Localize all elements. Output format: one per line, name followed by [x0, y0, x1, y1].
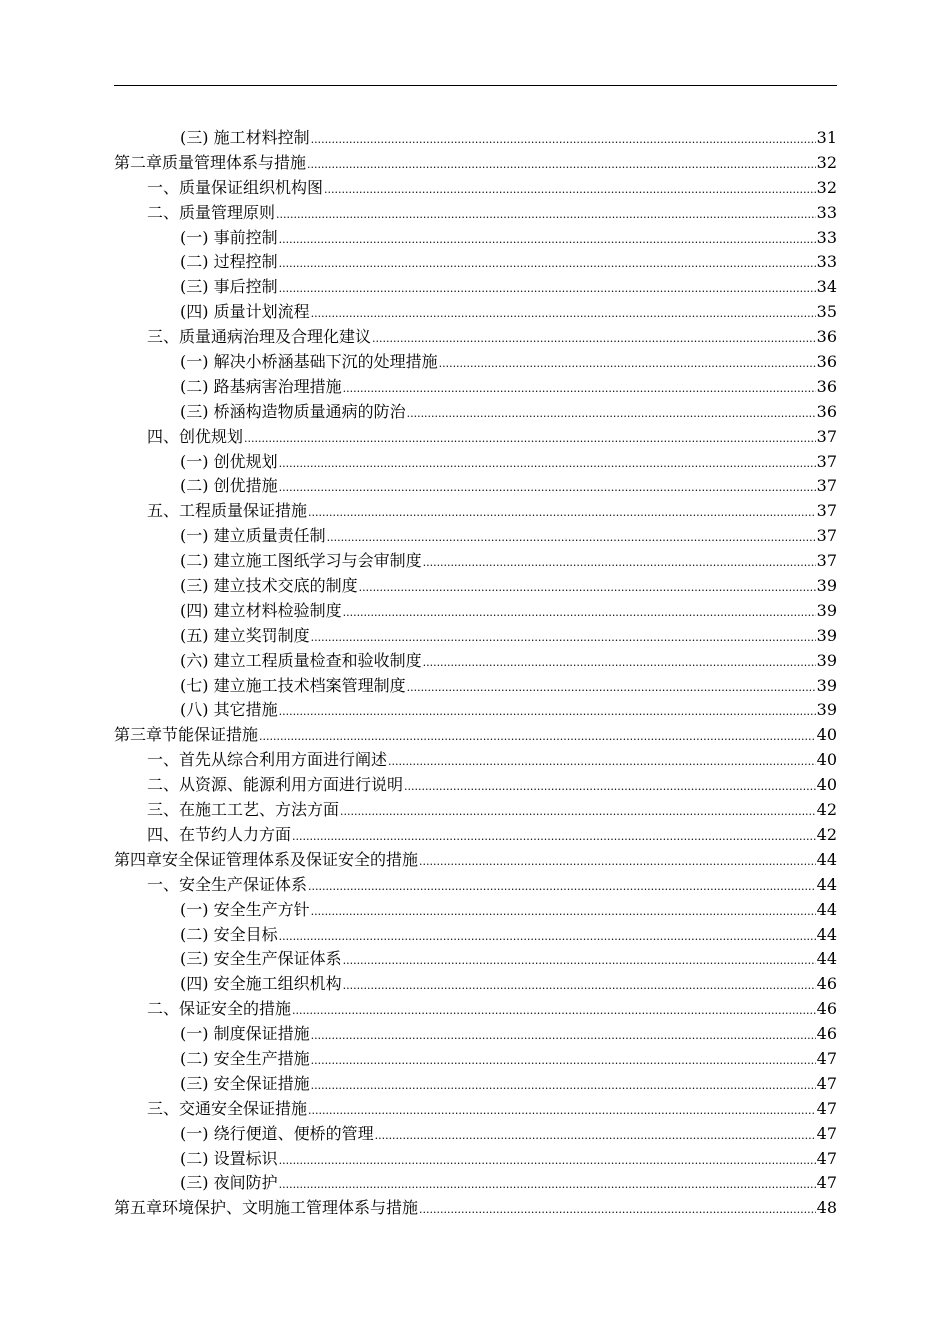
- toc-chapter-entry[interactable]: [114, 848, 837, 873]
- toc-entry[interactable]: [114, 599, 837, 624]
- toc-entry[interactable]: [114, 972, 837, 997]
- toc-dot-leader: [311, 1024, 816, 1049]
- toc-page-number: 39: [816, 576, 837, 596]
- toc-dot-leader: [292, 825, 816, 850]
- toc-entry[interactable]: [114, 1022, 837, 1047]
- toc-page-number: 39: [816, 625, 837, 645]
- toc-page-number: 44: [816, 874, 837, 894]
- toc-entry[interactable]: [114, 474, 837, 499]
- toc-entry[interactable]: [114, 549, 837, 574]
- toc-page-number: 48: [816, 1198, 837, 1218]
- toc-entry[interactable]: [114, 275, 837, 300]
- toc-dot-leader: [279, 1149, 816, 1174]
- toc-dot-leader: [419, 1198, 816, 1223]
- toc-page-number: 33: [816, 252, 837, 272]
- toc-entry-label: 节能保证措施: [162, 725, 259, 745]
- toc-entry-label: (八) 其它措施: [180, 700, 278, 720]
- toc-page-number: 47: [816, 1148, 837, 1168]
- toc-entry-label: (三) 桥涵构造物质量通病的防治: [180, 401, 406, 421]
- toc-dot-leader: [308, 1099, 816, 1124]
- toc-page-number: 40: [816, 725, 837, 745]
- toc-entry-label: (四) 质量计划流程: [180, 302, 310, 322]
- toc-page-number: 46: [816, 999, 837, 1019]
- toc-entry[interactable]: [114, 1122, 837, 1147]
- toc-entry-label: 一、质量保证组织机构图: [147, 177, 324, 197]
- toc-entry-label: (四) 建立材料检验制度: [180, 600, 342, 620]
- toc-entry-label: (一) 安全生产方针: [180, 899, 310, 919]
- toc-dot-leader: [404, 775, 816, 800]
- toc-chapter-entry[interactable]: [114, 151, 837, 176]
- toc-page-number: 33: [816, 227, 837, 247]
- toc-dot-leader: [307, 153, 816, 178]
- toc-page-number: 37: [816, 426, 837, 446]
- toc-dot-leader: [340, 800, 816, 825]
- toc-entry-label: (六) 建立工程质量检查和验收制度: [180, 650, 422, 670]
- toc-entry-label: (二) 路基病害治理措施: [180, 376, 342, 396]
- toc-entry-label: (一) 绕行便道、便桥的管理: [180, 1123, 374, 1143]
- toc-dot-leader: [244, 427, 816, 452]
- toc-dot-leader: [407, 402, 816, 427]
- toc-entry-label: 一、首先从综合利用方面进行阐述: [147, 750, 388, 770]
- toc-entry[interactable]: [114, 574, 837, 599]
- toc-page-number: 39: [816, 650, 837, 670]
- toc-entry[interactable]: [114, 400, 837, 425]
- toc-entry[interactable]: [114, 300, 837, 325]
- toc-entry-label: 三、质量通病治理及合理化建议: [147, 327, 372, 347]
- toc-entry[interactable]: [114, 176, 837, 201]
- toc-entry-label: (二) 创优措施: [180, 476, 278, 496]
- toc-page-number: 37: [816, 451, 837, 471]
- toc-entry-label: (一) 事前控制: [180, 227, 278, 247]
- toc-entry[interactable]: [114, 499, 837, 524]
- toc-dot-leader: [311, 128, 816, 153]
- toc-entry-label: 三、在施工工艺、方法方面: [147, 800, 340, 820]
- toc-page-number: 47: [816, 1173, 837, 1193]
- toc-entry[interactable]: [114, 524, 837, 549]
- toc-page-number: 47: [816, 1073, 837, 1093]
- toc-dot-leader: [308, 501, 816, 526]
- toc-entry[interactable]: [114, 698, 837, 723]
- toc-dot-leader: [279, 700, 816, 725]
- toc-page-number: 36: [816, 401, 837, 421]
- toc-dot-leader: [324, 178, 816, 203]
- toc-dot-leader: [343, 974, 816, 999]
- toc-entry[interactable]: [114, 226, 837, 251]
- toc-dot-leader: [279, 925, 816, 950]
- toc-entry[interactable]: [114, 425, 837, 450]
- toc-chapter-entry[interactable]: [114, 1196, 837, 1221]
- toc-dot-leader: [292, 999, 816, 1024]
- toc-dot-leader: [407, 676, 816, 701]
- toc-entry-label: 五、工程质量保证措施: [147, 501, 308, 521]
- toc-entry[interactable]: [114, 823, 837, 848]
- toc-entry-label: 三、交通安全保证措施: [147, 1098, 308, 1118]
- toc-entry-label: 质量管理体系与措施: [162, 152, 307, 172]
- toc-dot-leader: [423, 651, 816, 676]
- toc-page-number: 44: [816, 949, 837, 969]
- toc-entry[interactable]: [114, 1072, 837, 1097]
- toc-entry-label: 二、从资源、能源利用方面进行说明: [147, 775, 404, 795]
- toc-page-number: 42: [816, 800, 837, 820]
- header-rule: [114, 85, 837, 86]
- table-of-contents: [114, 126, 837, 1221]
- toc-dot-leader: [311, 1074, 816, 1099]
- toc-entry[interactable]: [114, 201, 837, 226]
- toc-page-number: 39: [816, 675, 837, 695]
- toc-entry-label: (三) 事后控制: [180, 277, 278, 297]
- toc-entry[interactable]: [114, 350, 837, 375]
- toc-entry-label: (一) 建立质量责任制: [180, 526, 326, 546]
- toc-entry-label: (三) 建立技术交底的制度: [180, 576, 358, 596]
- toc-entry[interactable]: [114, 126, 837, 151]
- toc-entry-label: 一、安全生产保证体系: [147, 874, 308, 894]
- toc-dot-leader: [311, 1049, 816, 1074]
- toc-entry-label: (二) 安全生产措施: [180, 1048, 310, 1068]
- toc-entry-label: (三) 安全保证措施: [180, 1073, 310, 1093]
- toc-entry-label: (二) 安全目标: [180, 924, 278, 944]
- toc-page-number: 37: [816, 526, 837, 546]
- toc-page-number: 39: [816, 600, 837, 620]
- toc-page-number: 47: [816, 1048, 837, 1068]
- toc-entry-label: (一) 制度保证措施: [180, 1024, 310, 1044]
- toc-dot-leader: [279, 252, 816, 277]
- toc-dot-leader: [359, 576, 816, 601]
- toc-chapter-entry[interactable]: [114, 723, 837, 748]
- toc-entry-label: 安全保证管理体系及保证安全的措施: [162, 849, 419, 869]
- toc-page-number: 46: [816, 974, 837, 994]
- toc-entry[interactable]: [114, 947, 837, 972]
- toc-page-number: 36: [816, 376, 837, 396]
- toc-entry-label: 二、质量管理原则: [147, 202, 276, 222]
- toc-page-number: 36: [816, 352, 837, 372]
- toc-dot-leader: [439, 352, 816, 377]
- toc-chapter-number: 第三章: [114, 725, 163, 745]
- toc-entry[interactable]: [114, 325, 837, 350]
- toc-page-number: 35: [816, 302, 837, 322]
- toc-entry[interactable]: [114, 798, 837, 823]
- toc-chapter-number: 第二章: [114, 152, 163, 172]
- toc-entry[interactable]: [114, 773, 837, 798]
- toc-page-number: 46: [816, 1024, 837, 1044]
- toc-chapter-number: 第五章: [114, 1198, 163, 1218]
- toc-entry-label: (一) 解决小桥涵基础下沉的处理措施: [180, 352, 438, 372]
- toc-entry[interactable]: [114, 1047, 837, 1072]
- toc-page-number: 34: [816, 277, 837, 297]
- toc-page-number: 44: [816, 924, 837, 944]
- toc-page-number: 44: [816, 849, 837, 869]
- toc-page-number: 32: [816, 152, 837, 172]
- toc-entry[interactable]: [114, 375, 837, 400]
- toc-page-number: 32: [816, 177, 837, 197]
- toc-entry-label: (三) 夜间防护: [180, 1173, 278, 1193]
- toc-entry[interactable]: [114, 748, 837, 773]
- toc-entry[interactable]: [114, 1147, 837, 1172]
- toc-entry-label: (二) 过程控制: [180, 252, 278, 272]
- toc-dot-leader: [279, 1173, 816, 1198]
- toc-dot-leader: [343, 601, 816, 626]
- toc-entry[interactable]: [114, 997, 837, 1022]
- toc-entry[interactable]: [114, 1171, 837, 1196]
- toc-dot-leader: [311, 900, 816, 925]
- toc-entry-label: (三) 施工材料控制: [180, 128, 310, 147]
- toc-entry-label: 四、创优规划: [147, 426, 244, 446]
- toc-entry-label: (四) 安全施工组织机构: [180, 974, 342, 994]
- toc-entry[interactable]: [114, 923, 837, 948]
- toc-page-number: 44: [816, 899, 837, 919]
- toc-dot-leader: [311, 626, 816, 651]
- toc-page-number: 37: [816, 476, 837, 496]
- toc-page-number: 40: [816, 750, 837, 770]
- toc-entry[interactable]: [114, 250, 837, 275]
- toc-entry[interactable]: [114, 873, 837, 898]
- toc-page-number: 47: [816, 1123, 837, 1143]
- toc-page-number: 42: [816, 824, 837, 844]
- toc-chapter-number: 第四章: [114, 849, 163, 869]
- toc-page-number: 31: [816, 128, 837, 147]
- toc-page-number: 36: [816, 327, 837, 347]
- toc-dot-leader: [308, 875, 816, 900]
- toc-entry-label: (七) 建立施工技术档案管理制度: [180, 675, 406, 695]
- toc-dot-leader: [343, 949, 816, 974]
- toc-entry[interactable]: [114, 649, 837, 674]
- toc-dot-leader: [279, 277, 816, 302]
- toc-entry[interactable]: [114, 1097, 837, 1122]
- toc-dot-leader: [259, 725, 816, 750]
- toc-dot-leader: [343, 377, 816, 402]
- toc-entry-label: (二) 设置标识: [180, 1148, 278, 1168]
- toc-page-number: 37: [816, 501, 837, 521]
- toc-page-number: 39: [816, 700, 837, 720]
- toc-page-number: 40: [816, 775, 837, 795]
- toc-dot-leader: [419, 850, 816, 875]
- toc-dot-leader: [327, 526, 816, 551]
- toc-entry-label: (二) 建立施工图纸学习与会审制度: [180, 551, 422, 571]
- toc-dot-leader: [276, 203, 816, 228]
- toc-dot-leader: [279, 476, 816, 501]
- toc-dot-leader: [375, 1124, 816, 1149]
- toc-entry-label: (一) 创优规划: [180, 451, 278, 471]
- toc-page-number: 33: [816, 202, 837, 222]
- toc-entry[interactable]: [114, 898, 837, 923]
- toc-entry[interactable]: [114, 624, 837, 649]
- toc-entry-label: (三) 安全生产保证体系: [180, 949, 342, 969]
- toc-page-number: 37: [816, 551, 837, 571]
- toc-dot-leader: [388, 750, 816, 775]
- toc-dot-leader: [372, 327, 816, 352]
- toc-entry-label: 二、保证安全的措施: [147, 999, 292, 1019]
- toc-dot-leader: [311, 302, 816, 327]
- toc-page-number: 47: [816, 1098, 837, 1118]
- toc-entry-label: (五) 建立奖罚制度: [180, 625, 310, 645]
- toc-entry-label: 四、在节约人力方面: [147, 824, 292, 844]
- toc-entry[interactable]: [114, 674, 837, 699]
- toc-dot-leader: [279, 228, 816, 253]
- toc-dot-leader: [279, 452, 816, 477]
- toc-dot-leader: [423, 551, 816, 576]
- toc-entry[interactable]: [114, 450, 837, 475]
- toc-entry-label: 环境保护、文明施工管理体系与措施: [162, 1198, 419, 1218]
